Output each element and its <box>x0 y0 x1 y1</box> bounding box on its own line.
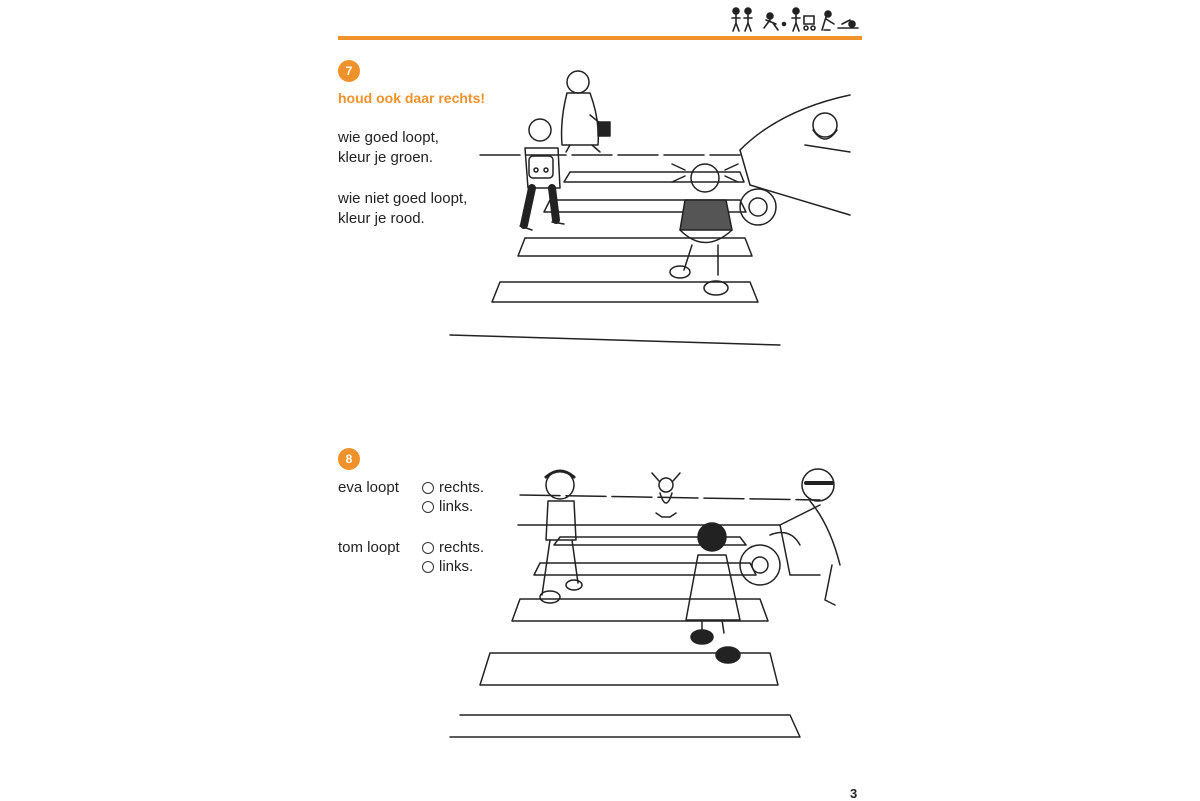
exercise-heading: houd ook daar rechts! <box>338 90 486 106</box>
crossing-illustration-7[interactable] <box>440 60 860 360</box>
radio-button[interactable] <box>422 482 434 494</box>
instruction-line: wie goed loopt, <box>338 129 439 146</box>
radio-button[interactable] <box>422 561 434 573</box>
crossing-illustration-8[interactable] <box>440 465 860 750</box>
instruction-line: kleur je groen. <box>338 149 434 166</box>
exercise-number-badge: 7 <box>338 60 360 82</box>
option-label: links. <box>439 498 474 515</box>
exercise-number-badge: 8 <box>338 448 360 470</box>
instruction-line: wie niet goed loopt, <box>338 190 468 207</box>
page-number: 3 <box>850 786 858 801</box>
eva-label: eva loopt <box>338 479 399 496</box>
option-label: rechts. <box>439 539 485 556</box>
instruction-line: kleur je rood. <box>338 210 425 227</box>
option-label: rechts. <box>439 479 485 496</box>
tom-label: tom loopt <box>338 539 400 556</box>
radio-button[interactable] <box>422 542 434 554</box>
walking-children-icon <box>726 6 862 34</box>
option-label: links. <box>439 558 474 575</box>
header-rule <box>338 36 862 40</box>
radio-button[interactable] <box>422 501 434 513</box>
